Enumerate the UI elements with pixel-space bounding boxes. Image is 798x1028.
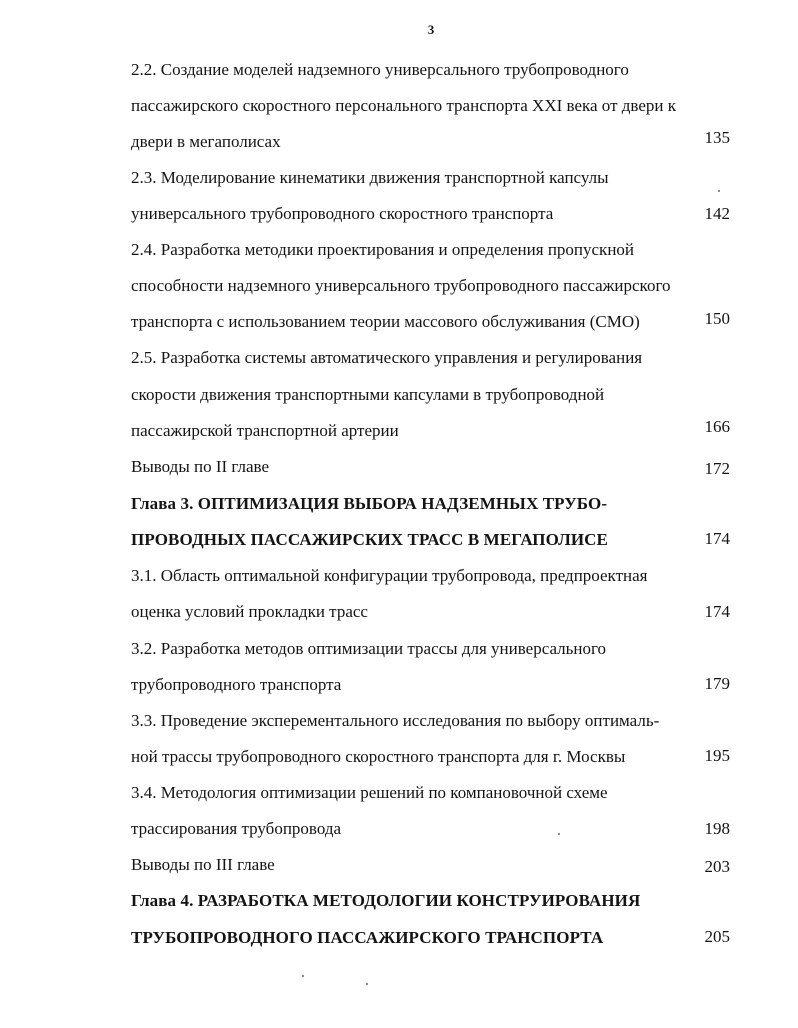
toc-page-number: 179 — [704, 674, 730, 693]
toc-line: ной трассы трубопроводного скоростного транспорта для г. Москвы — [131, 747, 626, 766]
scan-speck — [558, 833, 560, 835]
toc-line: 3.2. Разработка методов оптимизации трассы для универсального — [131, 639, 607, 658]
toc-line: Выводы по III главе — [131, 855, 275, 874]
scan-speck — [302, 975, 304, 977]
toc-page-number: 150 — [704, 309, 730, 328]
toc-page-number: 172 — [704, 459, 730, 478]
chapter-heading: Глава 4. РАЗРАБОТКА МЕТОДОЛОГИИ КОНСТРУИРОВАНИЯ — [131, 891, 641, 910]
toc-line: 3.3. Проведение эксперементального исследования по выбору оптималь- — [131, 711, 660, 730]
toc-page-number: 166 — [704, 417, 730, 436]
toc-line: 2.2. Создание моделей надземного универсального трубопроводного — [131, 60, 629, 79]
toc-line: универсального трубопроводного скоростного транспорта — [131, 204, 554, 223]
toc-line: 2.3. Моделирование кинематики движения транспортной капсулы — [131, 168, 609, 187]
toc-line: 2.4. Разработка методики проектирования и определения пропускной — [131, 240, 635, 259]
toc-page-number: 135 — [704, 128, 730, 147]
toc-page-number: 198 — [704, 819, 730, 838]
toc-line: двери в мегаполисах — [131, 132, 281, 151]
chapter-heading: ПРОВОДНЫХ ПАССАЖИРСКИХ ТРАСС В МЕГАПОЛИСЕ — [131, 530, 608, 549]
toc-line: пассажирского скоростного персонального транспорта XXI века от двери к — [131, 96, 676, 115]
toc-page-number: 205 — [704, 927, 730, 946]
toc-line: Выводы по II главе — [131, 457, 270, 476]
chapter-heading: ТРУБОПРОВОДНОГО ПАССАЖИРСКОГО ТРАНСПОРТА — [131, 928, 604, 947]
toc-line: пассажирской транспортной артерии — [131, 421, 399, 440]
scan-speck — [366, 983, 368, 985]
scan-speck — [718, 190, 720, 192]
toc-line: 2.5. Разработка системы автоматического управления и регулирования — [131, 348, 643, 367]
toc-line: оценка условий прокладки трасс — [131, 602, 368, 621]
toc-line: 3.1. Область оптимальной конфигурации трубопровода, предпроектная — [131, 566, 648, 585]
toc-line: транспорта с использованием теории массового обслуживания (СМО) — [131, 312, 640, 331]
toc-page-number: 203 — [704, 857, 730, 876]
toc-line: трассирования трубопровода — [131, 819, 342, 838]
chapter-heading: Глава 3. ОПТИМИЗАЦИЯ ВЫБОРА НАДЗЕМНЫХ ТРУБО- — [131, 494, 608, 513]
toc-line: скорости движения транспортными капсулами в трубопроводной — [131, 385, 605, 404]
toc-page-number: 174 — [704, 529, 730, 548]
toc-line: трубопроводного транспорта — [131, 675, 342, 694]
toc-line: 3.4. Методология оптимизации решений по компановочной схеме — [131, 783, 608, 802]
toc-line: способности надземного универсального трубопроводного пассажирского — [131, 276, 671, 295]
toc-page-number: 195 — [704, 746, 730, 765]
toc-page-number: 142 — [704, 204, 730, 223]
page-number: 3 — [427, 22, 435, 37]
toc-page-number: 174 — [704, 602, 730, 621]
